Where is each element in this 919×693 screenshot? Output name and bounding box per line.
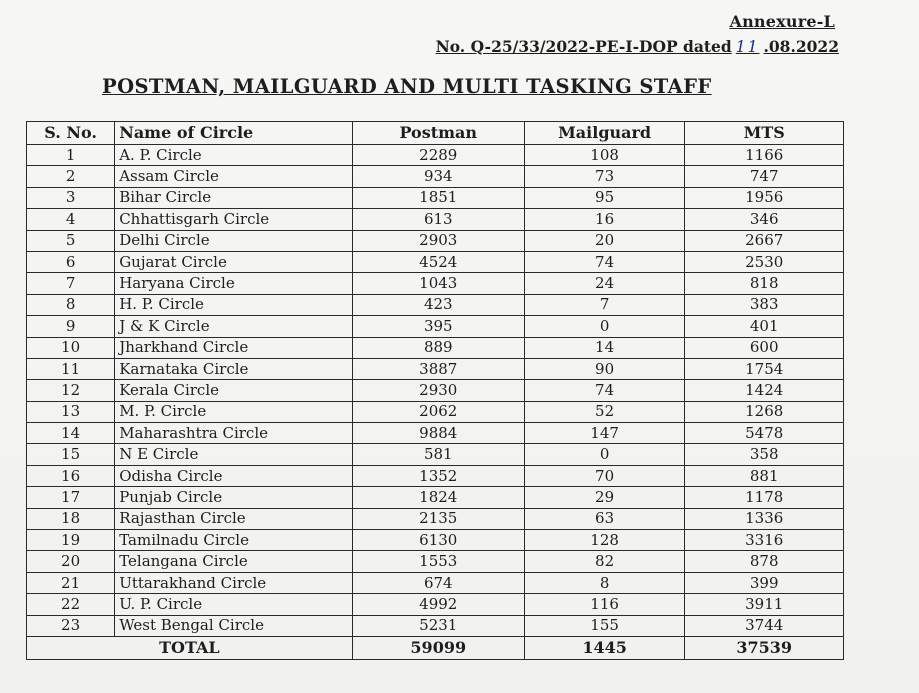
table-row xyxy=(27,337,844,358)
cell-circle-name: West Bengal Circle xyxy=(115,615,353,636)
table-row xyxy=(27,508,844,529)
table-row xyxy=(27,487,844,508)
table-row xyxy=(27,465,844,486)
reference-prefix: No. Q-25/33/2022-PE-I-DOP dated xyxy=(435,37,732,56)
cell-circle-name: N E Circle xyxy=(115,444,353,465)
cell-sno: 7 xyxy=(27,273,115,294)
cell-mailguard: 90 xyxy=(524,358,685,379)
cell-sno: 1 xyxy=(27,145,115,166)
cell-mts: 5478 xyxy=(685,423,844,444)
cell-postman: 1851 xyxy=(352,187,524,208)
cell-postman: 4524 xyxy=(352,251,524,272)
cell-sno: 9 xyxy=(27,316,115,337)
table-row xyxy=(27,166,844,187)
cell-mailguard: 108 xyxy=(524,145,685,166)
cell-postman: 1553 xyxy=(352,551,524,572)
cell-mailguard: 52 xyxy=(524,401,685,422)
cell-postman: 2289 xyxy=(352,145,524,166)
cell-circle-name: Tamilnadu Circle xyxy=(115,530,353,551)
table-row xyxy=(27,423,844,444)
table-row xyxy=(27,209,844,230)
total-mailguard: 1445 xyxy=(524,636,685,659)
cell-mailguard: 8 xyxy=(524,572,685,593)
column-header-mailguard: Mailguard xyxy=(524,122,685,145)
cell-circle-name: Maharashtra Circle xyxy=(115,423,353,444)
table-row xyxy=(27,594,844,615)
cell-mailguard: 73 xyxy=(524,166,685,187)
cell-mailguard: 147 xyxy=(524,423,685,444)
cell-mts: 3744 xyxy=(685,615,844,636)
cell-circle-name: Assam Circle xyxy=(115,166,353,187)
handwritten-day: 11 xyxy=(735,38,760,56)
table-header-row xyxy=(27,122,844,145)
total-label: TOTAL xyxy=(27,636,353,659)
cell-postman: 581 xyxy=(352,444,524,465)
cell-postman: 889 xyxy=(352,337,524,358)
cell-sno: 5 xyxy=(27,230,115,251)
cell-mailguard: 14 xyxy=(524,337,685,358)
cell-sno: 23 xyxy=(27,615,115,636)
cell-mts: 1166 xyxy=(685,145,844,166)
cell-sno: 4 xyxy=(27,209,115,230)
cell-mailguard: 70 xyxy=(524,465,685,486)
cell-mts: 3911 xyxy=(685,594,844,615)
cell-postman: 674 xyxy=(352,572,524,593)
table-row xyxy=(27,530,844,551)
column-header-sno: S. No. xyxy=(27,122,115,145)
cell-mts: 1178 xyxy=(685,487,844,508)
cell-postman: 423 xyxy=(352,294,524,315)
cell-circle-name: U. P. Circle xyxy=(115,594,353,615)
cell-sno: 10 xyxy=(27,337,115,358)
cell-sno: 14 xyxy=(27,423,115,444)
column-header-mts: MTS xyxy=(685,122,844,145)
cell-postman: 1043 xyxy=(352,273,524,294)
cell-mailguard: 116 xyxy=(524,594,685,615)
cell-mts: 878 xyxy=(685,551,844,572)
cell-circle-name: Bihar Circle xyxy=(115,187,353,208)
cell-circle-name: Uttarakhand Circle xyxy=(115,572,353,593)
cell-postman: 3887 xyxy=(352,358,524,379)
cell-mts: 1956 xyxy=(685,187,844,208)
table-row xyxy=(27,572,844,593)
cell-postman: 934 xyxy=(352,166,524,187)
cell-mts: 358 xyxy=(685,444,844,465)
cell-postman: 613 xyxy=(352,209,524,230)
cell-mts: 401 xyxy=(685,316,844,337)
cell-mailguard: 16 xyxy=(524,209,685,230)
cell-sno: 13 xyxy=(27,401,115,422)
reference-number xyxy=(436,37,839,56)
table-row xyxy=(27,358,844,379)
table-row xyxy=(27,444,844,465)
cell-sno: 16 xyxy=(27,465,115,486)
cell-postman: 1352 xyxy=(352,465,524,486)
cell-circle-name: Telangana Circle xyxy=(115,551,353,572)
cell-circle-name: Jharkhand Circle xyxy=(115,337,353,358)
cell-sno: 11 xyxy=(27,358,115,379)
table-row xyxy=(27,615,844,636)
table-row xyxy=(27,251,844,272)
cell-circle-name: Chhattisgarh Circle xyxy=(115,209,353,230)
cell-postman: 9884 xyxy=(352,423,524,444)
cell-sno: 3 xyxy=(27,187,115,208)
cell-mailguard: 82 xyxy=(524,551,685,572)
annexure-label: Annexure-L xyxy=(729,12,835,31)
table-row xyxy=(27,230,844,251)
cell-circle-name: J & K Circle xyxy=(115,316,353,337)
cell-sno: 17 xyxy=(27,487,115,508)
cell-mailguard: 95 xyxy=(524,187,685,208)
cell-sno: 18 xyxy=(27,508,115,529)
total-mts: 37539 xyxy=(685,636,844,659)
cell-circle-name: Punjab Circle xyxy=(115,487,353,508)
cell-postman: 2903 xyxy=(352,230,524,251)
cell-postman: 4992 xyxy=(352,594,524,615)
cell-postman: 395 xyxy=(352,316,524,337)
cell-sno: 8 xyxy=(27,294,115,315)
total-postman: 59099 xyxy=(352,636,524,659)
table-row xyxy=(27,401,844,422)
cell-mailguard: 128 xyxy=(524,530,685,551)
cell-mts: 1424 xyxy=(685,380,844,401)
total-row xyxy=(27,636,844,659)
cell-circle-name: H. P. Circle xyxy=(115,294,353,315)
staff-table xyxy=(26,121,844,660)
cell-mailguard: 20 xyxy=(524,230,685,251)
cell-circle-name: A. P. Circle xyxy=(115,145,353,166)
cell-mailguard: 74 xyxy=(524,251,685,272)
cell-mts: 399 xyxy=(685,572,844,593)
table-row xyxy=(27,551,844,572)
table-row xyxy=(27,316,844,337)
table-row xyxy=(27,145,844,166)
table-row xyxy=(27,294,844,315)
cell-circle-name: Kerala Circle xyxy=(115,380,353,401)
cell-mts: 881 xyxy=(685,465,844,486)
cell-mts: 1336 xyxy=(685,508,844,529)
cell-postman: 2930 xyxy=(352,380,524,401)
document-title: POSTMAN, MAILGUARD AND MULTI TASKING STAFF xyxy=(102,75,712,98)
cell-mts: 1754 xyxy=(685,358,844,379)
cell-postman: 1824 xyxy=(352,487,524,508)
cell-sno: 15 xyxy=(27,444,115,465)
cell-mts: 600 xyxy=(685,337,844,358)
cell-sno: 12 xyxy=(27,380,115,401)
cell-mailguard: 63 xyxy=(524,508,685,529)
cell-postman: 2062 xyxy=(352,401,524,422)
cell-mts: 818 xyxy=(685,273,844,294)
reference-suffix: .08.2022 xyxy=(763,37,839,56)
table-row xyxy=(27,380,844,401)
table-row xyxy=(27,187,844,208)
cell-circle-name: Gujarat Circle xyxy=(115,251,353,272)
table-row xyxy=(27,273,844,294)
cell-mailguard: 74 xyxy=(524,380,685,401)
cell-circle-name: Rajasthan Circle xyxy=(115,508,353,529)
cell-sno: 22 xyxy=(27,594,115,615)
cell-sno: 19 xyxy=(27,530,115,551)
cell-sno: 2 xyxy=(27,166,115,187)
cell-mts: 383 xyxy=(685,294,844,315)
cell-sno: 21 xyxy=(27,572,115,593)
cell-circle-name: Odisha Circle xyxy=(115,465,353,486)
cell-circle-name: Karnataka Circle xyxy=(115,358,353,379)
column-header-postman: Postman xyxy=(352,122,524,145)
cell-mts: 1268 xyxy=(685,401,844,422)
cell-sno: 20 xyxy=(27,551,115,572)
cell-mailguard: 29 xyxy=(524,487,685,508)
cell-mts: 3316 xyxy=(685,530,844,551)
cell-circle-name: M. P. Circle xyxy=(115,401,353,422)
column-header-name: Name of Circle xyxy=(115,122,353,145)
cell-mts: 2667 xyxy=(685,230,844,251)
cell-circle-name: Haryana Circle xyxy=(115,273,353,294)
cell-postman: 6130 xyxy=(352,530,524,551)
cell-sno: 6 xyxy=(27,251,115,272)
cell-circle-name: Delhi Circle xyxy=(115,230,353,251)
cell-mailguard: 0 xyxy=(524,444,685,465)
cell-postman: 5231 xyxy=(352,615,524,636)
cell-mts: 747 xyxy=(685,166,844,187)
cell-mts: 2530 xyxy=(685,251,844,272)
cell-mailguard: 24 xyxy=(524,273,685,294)
cell-mailguard: 155 xyxy=(524,615,685,636)
cell-mts: 346 xyxy=(685,209,844,230)
cell-mailguard: 7 xyxy=(524,294,685,315)
cell-mailguard: 0 xyxy=(524,316,685,337)
cell-postman: 2135 xyxy=(352,508,524,529)
